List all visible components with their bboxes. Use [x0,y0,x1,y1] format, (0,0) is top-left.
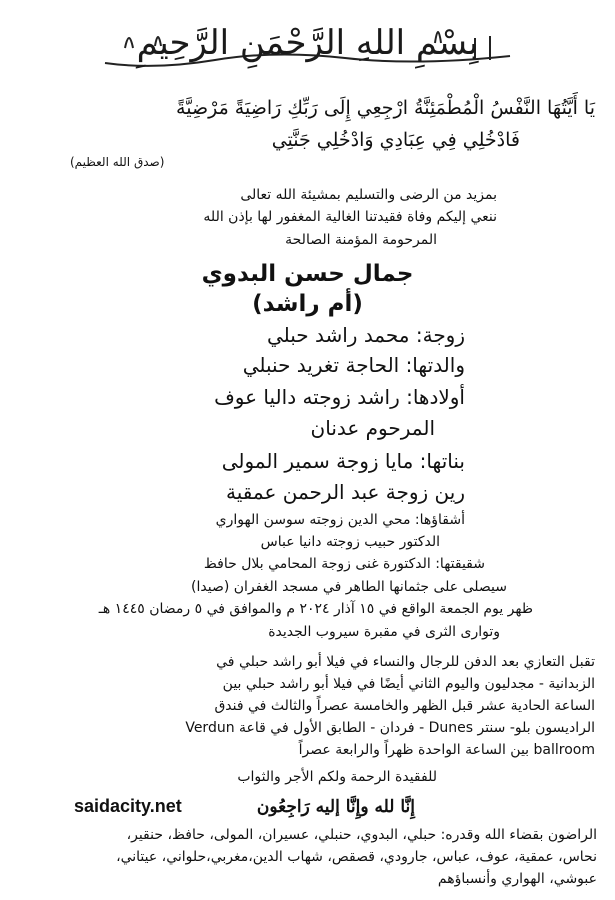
family-mother: والدتها: الحاجة تغريد حنبلي [242,353,465,377]
families-line-1: الراضون بقضاء الله وقدره: حبلي، البدوي، حنبلي، عسيران، المولى، حافظ، حنقير، [126,827,597,843]
family-sister: شقيقتها: الدكتورة غنى زوجة المحامي بلال حافظ [203,556,485,572]
website-watermark: saidacity.net [74,796,182,816]
families-line-2: نحاس، عمقية، عوف، عباس، جارودي، قصقص، شهاب الدين،مغربي،حلواني، عيتاني، [116,849,597,865]
condolences-line-2: الزبدانية - مجدليون واليوم الثاني أيضًا في فيلا أبو راشد حبلي بين [222,676,595,692]
family-son-late: المرحوم عدنان [310,416,435,440]
deceased-name: جمال حسن البدوي [201,261,414,287]
family-brothers: أشقاؤها: محي الدين زوجته سوسن الهواري [215,512,465,528]
verse-attribution: (صدق الله العظيم) [70,155,165,169]
condolences-line-5: ballroom بين الساعة الواحدة ظهراً والرابعة عصراً [298,742,595,758]
funeral-burial: وتوارى الثرى في مقبرة سيروب الجديدة [268,624,500,640]
condolences-line-4: الراديسون بلو- سنتر Dunes - فردان - الطابق الأول في قاعة Verdun [185,720,595,736]
closing-prayer: للفقيدة الرحمة ولكم الأجر والثواب [237,769,437,785]
funeral-prayer: سيصلى على جثمانها الطاهر في مسجد الغفران (صيدا) [191,579,507,595]
family-daughter-2: رين زوجة عبد الرحمن عمقية [226,480,465,504]
condolences-line-3: الساعة الحادية عشر قبل الظهر والخامسة عصراً والثالث في فندق [214,698,595,714]
condolences-line-1: تقبل التعازي بعد الدفن للرجال والنساء في فيلا أبو راشد حبلي في [216,654,595,670]
family-husband: زوجة: محمد راشد حبلي [266,323,465,347]
family-daughters: بناتها: مايا زوجة سمير المولى [221,449,465,473]
family-brother-2: الدكتور حبيب زوجته دانيا عباس [260,534,440,550]
families-line-3: عبوشي، الهواري وأنسباؤهم [437,871,597,887]
announcement-line-1: بمزيد من الرضى والتسليم بمشيئة الله تعالى [240,187,497,203]
funeral-date: ظهر يوم الجمعة الواقع في ١٥ آذار ٢٠٢٤ م والموافق في ٥ رمضان ١٤٤٥ هـ [98,601,533,617]
verse-line-2: فَادْخُلِي فِي عِبَادِي وَادْخُلِي جَنَّتِي [271,129,520,151]
family-sons: أولادها: راشد زوجته داليا عوف [214,385,465,409]
closing-quran: إِنَّا لله وإِنَّا إليه رَاجِعُون [256,797,415,817]
announcement-line-3: المرحومة المؤمنة الصالحة [285,232,437,248]
announcement-line-2: ننعي إليكم وفاة فقيدتنا الغالية المغفور لها بإذن الله [203,209,497,225]
verse-line-1: يَا أَيَّتُهَا النَّفْسُ الْمُطْمَئِنَّةُ ارْجِعِي إِلَى رَبِّكِ رَاضِيَةً مَرْضِيَّةً [176,97,595,119]
basmala-text: بِسْمِ اللهِ الرَّحْمَنِ الرَّحِيمِ [136,23,479,63]
deceased-known-as: (أم راشد) [252,291,363,317]
basmala-calligraphy [95,8,520,78]
